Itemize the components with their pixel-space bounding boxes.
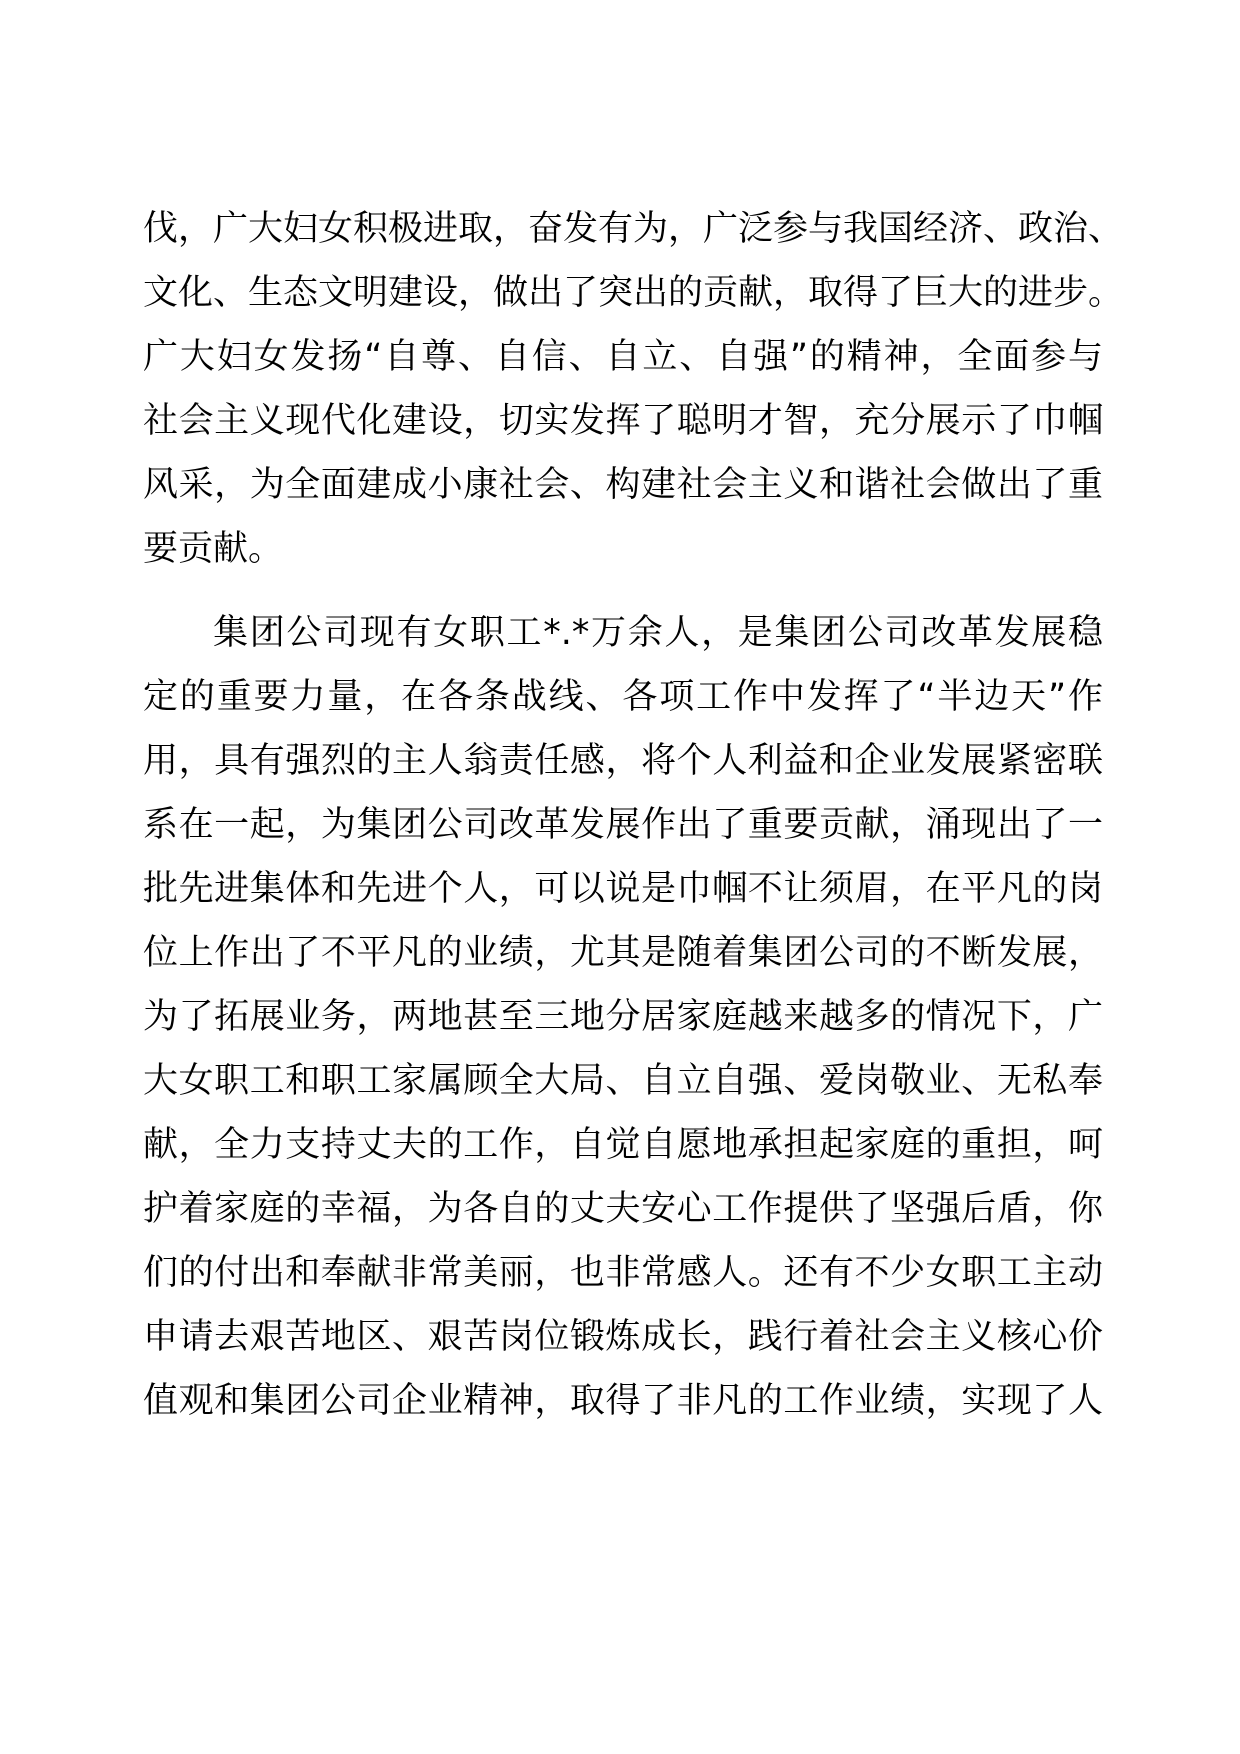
paragraph-line: 伐，广大妇女积极进取，奋发有为，广泛参与我国经济、政治、 xyxy=(143,209,1124,249)
paragraph-line: 文化、生态文明建设，做出了突出的贡献，取得了巨大的进步。 xyxy=(143,273,1124,313)
paragraph-line: 社会主义现代化建设，切实发挥了聪明才智，充分展示了巾帼 xyxy=(143,401,1103,441)
paragraph-line: 申请去艰苦地区、艰苦岗位锻炼成长，践行着社会主义核心价 xyxy=(143,1317,1103,1357)
paragraph-line: 集团公司现有女职工*.*万余人，是集团公司改革发展稳 xyxy=(213,613,1103,653)
paragraph-line: 们的付出和奉献非常美丽，也非常感人。还有不少女职工主动 xyxy=(143,1253,1103,1293)
paragraph-line: 系在一起，为集团公司改革发展作出了重要贡献，涌现出了一 xyxy=(143,805,1103,845)
paragraph-line: 为了拓展业务，两地甚至三地分居家庭越来越多的情况下，广 xyxy=(143,997,1103,1037)
paragraph-line: 护着家庭的幸福，为各自的丈夫安心工作提供了坚强后盾，你 xyxy=(143,1189,1103,1229)
paragraph-line: 大女职工和职工家属顾全大局、自立自强、爱岗敬业、无私奉 xyxy=(143,1061,1103,1101)
paragraph-line: 值观和集团公司企业精神，取得了非凡的工作业绩，实现了人 xyxy=(143,1381,1103,1421)
paragraph-line: 要贡献。 xyxy=(143,529,284,569)
paragraph-line: 位上作出了不平凡的业绩，尤其是随着集团公司的不断发展， xyxy=(143,933,1103,973)
paragraph-line: 风采，为全面建成小康社会、构建社会主义和谐社会做出了重 xyxy=(143,465,1103,505)
paragraph-line: 献，全力支持丈夫的工作，自觉自愿地承担起家庭的重担，呵 xyxy=(143,1125,1103,1165)
paragraph-line: 用，具有强烈的主人翁责任感，将个人利益和企业发展紧密联 xyxy=(143,741,1103,781)
paragraph-line: 广大妇女发扬“自尊、自信、自立、自强”的精神，全面参与 xyxy=(143,337,1103,377)
paragraph-line: 定的重要力量，在各条战线、各项工作中发挥了“半边天”作 xyxy=(143,677,1103,717)
paragraph-line: 批先进集体和先进个人，可以说是巾帼不让须眉，在平凡的岗 xyxy=(143,869,1103,909)
